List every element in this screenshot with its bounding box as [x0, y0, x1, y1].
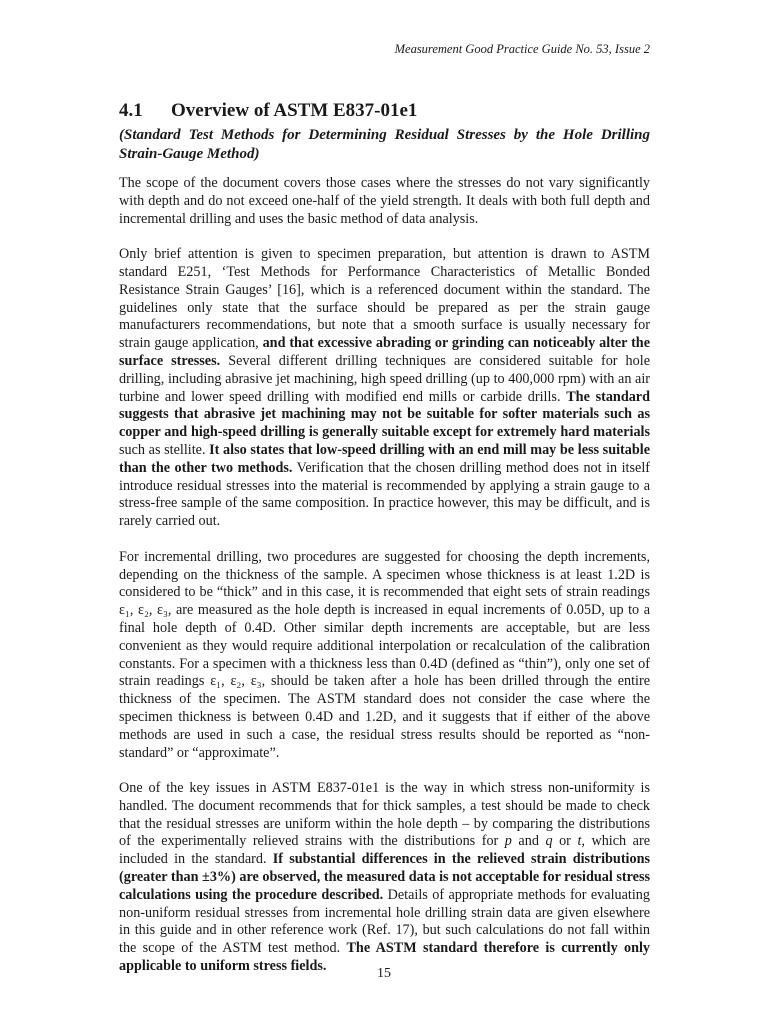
- page-number: 15: [377, 966, 391, 981]
- bold-text-run: It also states that low-speed drilling with an end mill may be less suitable than the other two methods.: [119, 441, 650, 476]
- text-run: Only brief attention is given to specimen preparation, but attention is drawn to ASTM standard E251, ‘Test Methods for Performance Characteristics of Metallic Bonded Resistance Strain Gauges’ [16], which is a referenced document within the standard. The guidelines only state that the surface should be prepared as per the strain gauge manufacturers recommendations, but note that a smooth surface is usually necessary for strain gauge application,: [119, 246, 650, 352]
- bold-text-run: and that excessive abrading or grinding can noticeably alter the surface stresses.: [119, 335, 650, 369]
- paragraph-incremental-drilling: For incremental drilling, two procedures are suggested for choosing the depth increments, depending on the thickness of the sample. A specimen whose thickness is at least 1.2D is considered to be “thick” and in this case, it is recommended that eight sets of strain readings ε₁, ε₂, ε₃, are measured as the hole depth is increased in equal increments of 0.05D, up to a final hole depth of 0.4D. Other similar depth increments are acceptable, but are less convenient as they would require additional interpolation or recalculation of the calibration constants. For a specimen with a thickness less than 0.4D (defined as “thin”), only one set of strain readings ε₁, ε₂, ε₃, should be taken after a hole has been drilled through the entire thickness of the specimen. The ASTM standard does not consider the case where the specimen thickness is between 0.4D and 1.2D, and it suggests that if either of the above methods are used in such a case, the residual stress results should be reported as “non-standard” or “approximate”.: [119, 548, 650, 761]
- paragraph-specimen-preparation: [119, 246, 650, 531]
- text-run: Details of appropriate methods for evaluating non-uniform residual stresses from incremental hole drilling strain data are given elsewhere in this guide and in other reference work (Ref. 17), but such calculations do not fall within the scope of the ASTM test method.: [119, 886, 650, 957]
- text-run: Several different drilling techniques are considered suitable for hole drilling, including abrasive jet machining, high speed drilling (up to 400,000 rpm) with an air turbine and lower speed drilling with modified end mills or carbide drills.: [119, 352, 650, 405]
- section-title: Overview of ASTM E837-01e1: [171, 100, 418, 121]
- text-run: Verification that the chosen drilling method does not in itself introduce residual stresses into the material is recommended by applying a strain gauge to a stress-free sample of the same composition. In practice however, this may be difficult, and is rarely carried out.: [119, 459, 650, 530]
- bold-text-run: The ASTM standard therefore is currently only applicable to uniform stress fields.: [119, 940, 650, 975]
- paragraph-non-uniformity: [119, 780, 650, 976]
- variable-p: p: [504, 833, 512, 850]
- paragraph-scope: The scope of the document covers those cases where the stresses do not vary significantly with depth and do not exceed one-half of the yield strength. It deals with both full depth and incremental drilling and uses the basic method of data analysis.: [119, 175, 650, 227]
- text-run: , which are included in the standard.: [119, 833, 650, 868]
- text-run: or: [552, 833, 578, 850]
- body-text: [119, 175, 650, 976]
- running-header: Measurement Good Practice Guide No. 53, Issue 2: [394, 42, 650, 56]
- section-heading: [119, 100, 417, 122]
- section-subtitle: (Standard Test Methods for Determining Residual Stresses by the Hole Drilling Strain-Gauge Method): [119, 127, 650, 162]
- text-run: One of the key issues in ASTM E837-01e1 is the way in which stress non-uniformity is handled. The document recommends that for thick samples, a test should be made to check that the residual stresses are uniform within the hole depth – by comparing the distributions of the experimentally relieved strains with the distributions for: [119, 780, 650, 850]
- text-run: and: [511, 833, 546, 850]
- variable-q: q: [545, 833, 553, 850]
- bold-text-run: If substantial differences in the relieved strain distributions (greater than ±3%) are observed, the measured data is not acceptable for residual stress calculations using the procedure described.: [119, 851, 650, 903]
- variable-t: t: [577, 833, 582, 850]
- section-number: 4.1: [119, 100, 143, 121]
- bold-text-run: The standard suggests that abrasive jet machining may not be suitable for softer materials such as copper and high-speed drilling is generally suitable except for extremely hard materials: [119, 388, 650, 441]
- text-run: such as stellite.: [119, 441, 210, 458]
